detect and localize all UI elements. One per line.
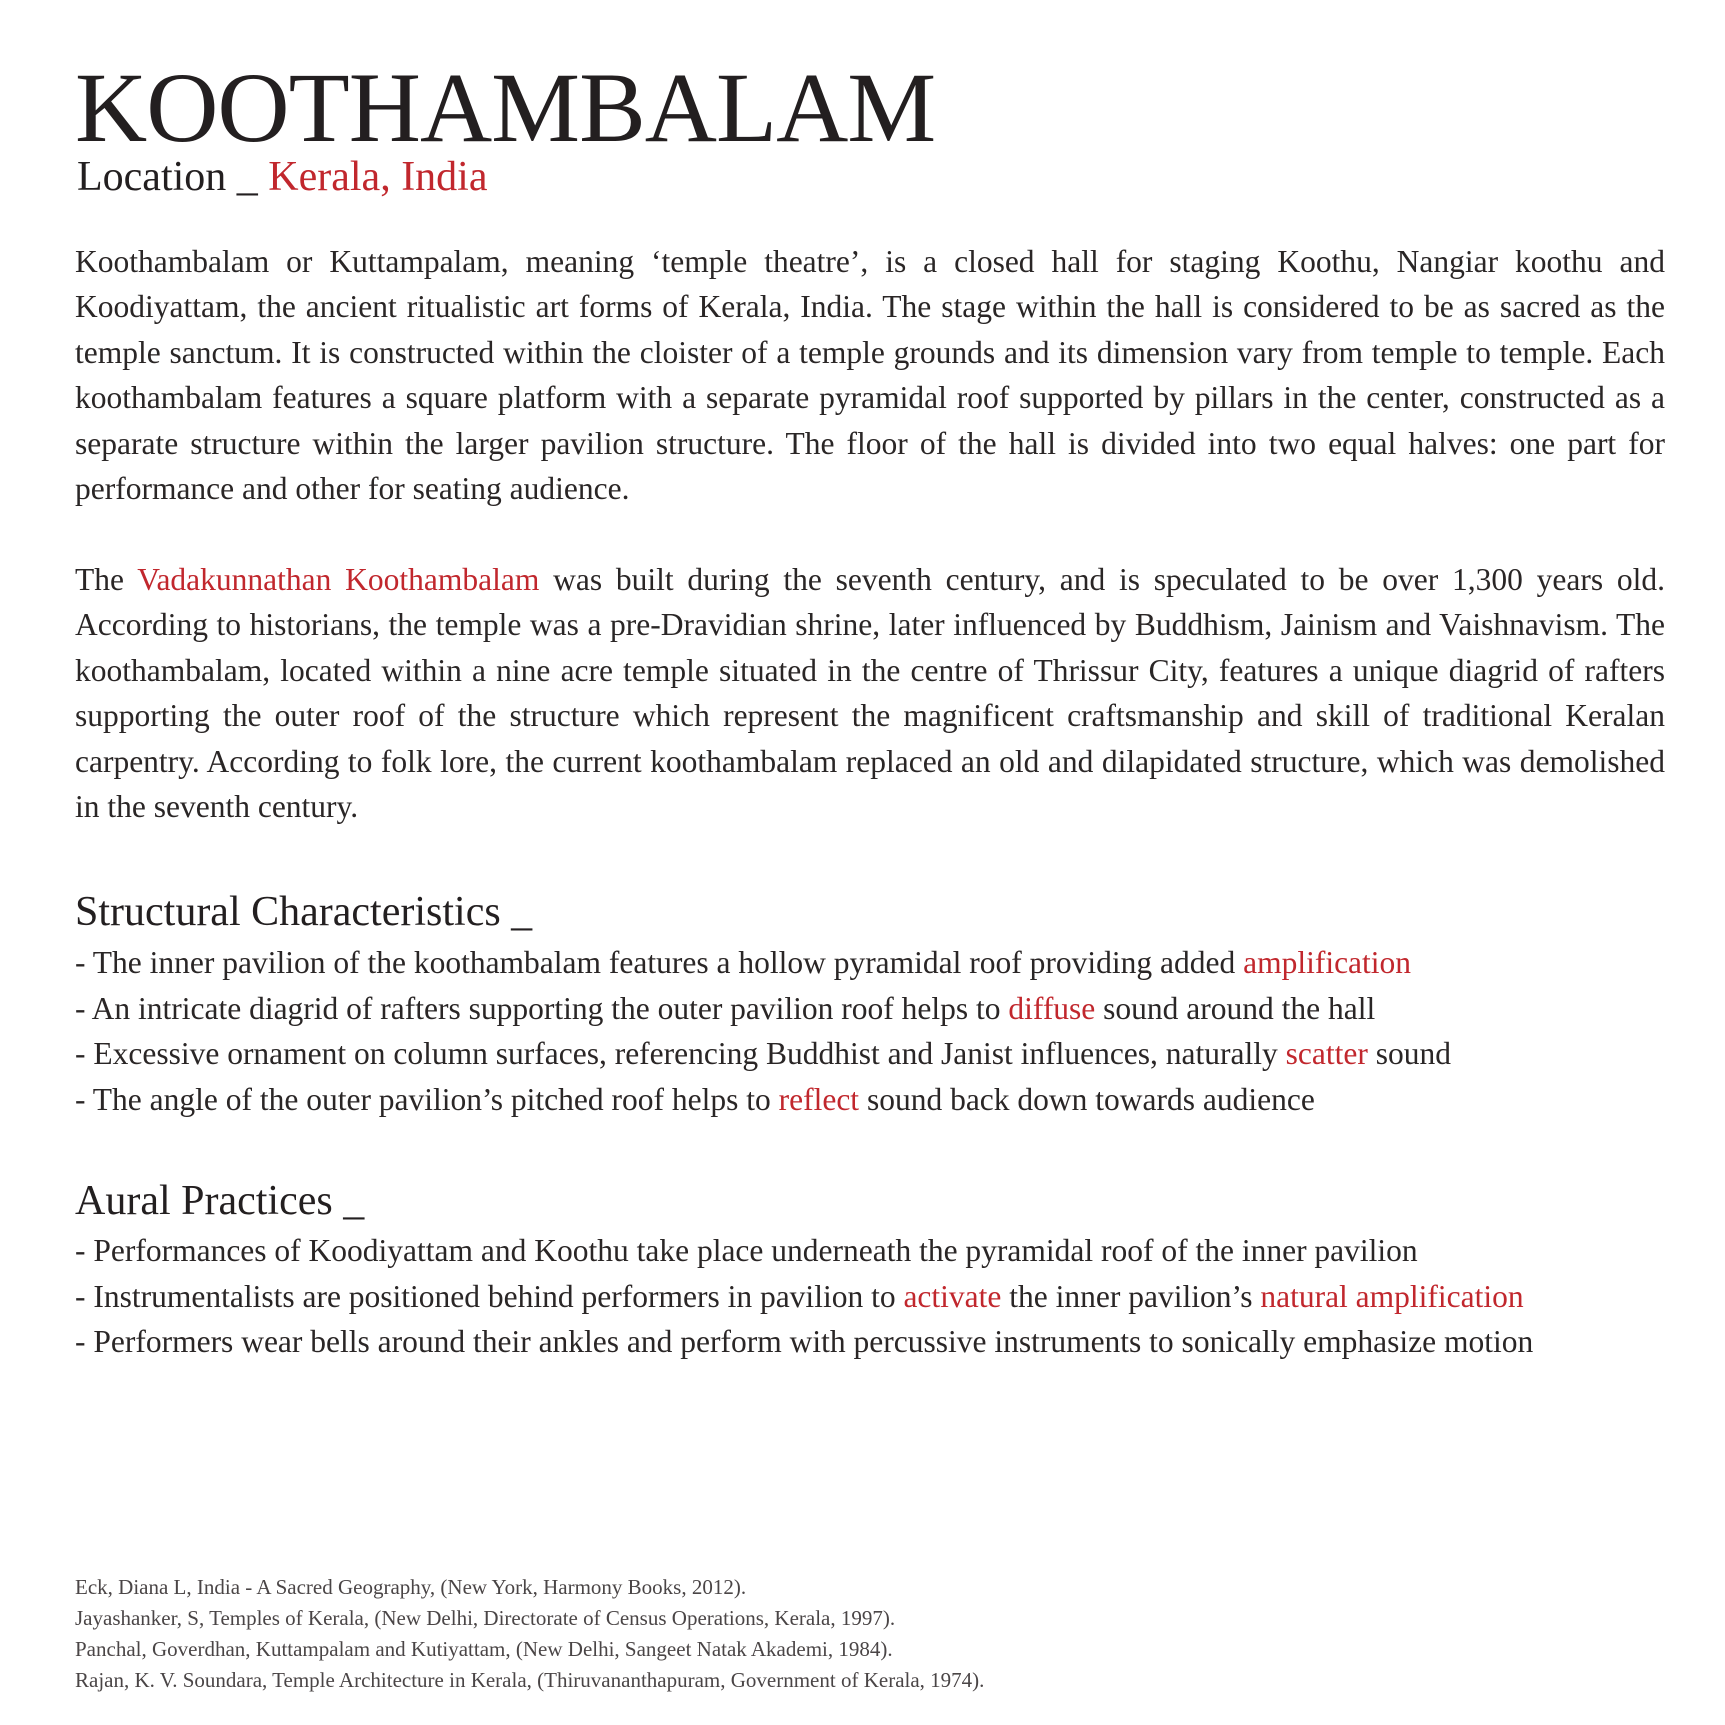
- item-text: - Performers wear bells around their ankles and perform with percussive instruments to sonically emphasize motion: [75, 1324, 1534, 1359]
- item-highlight-2: natural amplification: [1260, 1278, 1524, 1314]
- history-paragraph: [75, 557, 1665, 829]
- structural-heading: Structural Characteristics _: [75, 889, 533, 935]
- list-item: [75, 940, 1451, 986]
- list-item: [75, 1228, 1533, 1274]
- history-lead: The: [75, 562, 138, 597]
- item-highlight: amplification: [1243, 945, 1412, 980]
- list-item: [75, 1319, 1533, 1365]
- item-highlight: diffuse: [1008, 990, 1096, 1026]
- reference-item: Rajan, K. V. Soundara, Temple Architecture in Kerala, (Thiruvananthapuram, Government of Kerala, 1974).: [75, 1668, 985, 1692]
- location-label: Location _: [77, 154, 269, 200]
- history-highlight: Vadakunnathan Koothambalam: [137, 562, 540, 597]
- page-title: KOOTHAMBALAM: [75, 52, 936, 163]
- location-line: [77, 156, 488, 198]
- intro-paragraph: Koothambalam or Kuttampalam, meaning ‘temple theatre’, is a closed hall for staging Koothu, Nangiar koothu and Koodiyattam, the ancient ritualistic art forms of Kerala, India. The stage within the hall is considered to be as sacred as the temple sanctum. It is constructed within the cloister of a temple grounds and its dimension vary from temple to temple. Each koothambalam features a square platform with a separate pyramidal roof supported by pillars in the center, constructed as a separate structure within the larger pavilion structure. The floor of the hall is divided into two equal halves: one part for performance and other for seating audience.: [75, 244, 1665, 507]
- history-rest: was built during the seventh century, and is speculated to be over 1,300 years old. According to historians, the temple was a pre-Dravidian shrine, later influenced by Buddhism, Jainism and Vaishnavism. The koothambalam, located within a nine acre temple situated in the centre of Thrissur City, features a unique diagrid of rafters supporting the outer roof of the structure which represent the magnificent craftsmanship and skill of traditional Keralan carpentry. According to folk lore, the current koothambalam replaced an old and dilapidated structure, which was demolished in the seventh century.: [75, 562, 1665, 825]
- item-highlight: activate: [903, 1278, 1002, 1314]
- item-text-after: sound around the hall: [1095, 990, 1376, 1026]
- location-value: Kerala, India: [268, 154, 488, 200]
- aural-list: [75, 1228, 1533, 1365]
- references-list: [75, 1572, 984, 1696]
- reference-item: Panchal, Goverdhan, Kuttampalam and Kutiyattam, (New Delhi, Sangeet Natak Akademi, 1984).: [75, 1637, 893, 1661]
- document-page: [75, 0, 1665, 1725]
- list-item: [75, 986, 1451, 1032]
- list-item: [75, 1274, 1533, 1320]
- aural-heading: Aural Practices _: [75, 1178, 365, 1224]
- item-text-middle: the inner pavilion’s: [1001, 1278, 1261, 1314]
- item-text: - Instrumentalists are positioned behind performers in pavilion to: [75, 1278, 904, 1314]
- structural-list: [75, 940, 1451, 1122]
- reference-item: Eck, Diana L, India - A Sacred Geography, (New York, Harmony Books, 2012).: [75, 1575, 747, 1599]
- reference-item: Jayashanker, S, Temples of Kerala, (New Delhi, Directorate of Census Operations, Kerala, 1997).: [75, 1606, 896, 1630]
- item-text-after: sound: [1367, 1036, 1451, 1071]
- item-text: - The angle of the outer pavilion’s pitched roof helps to: [75, 1081, 779, 1117]
- item-text: - Excessive ornament on column surfaces, referencing Buddhist and Janist influences, naturally: [75, 1036, 1286, 1071]
- item-highlight: scatter: [1285, 1036, 1368, 1071]
- item-text: - The inner pavilion of the koothambalam features a hollow pyramidal roof providing added: [75, 945, 1244, 980]
- item-text: - Performances of Koodiyattam and Koothu take place underneath the pyramidal roof of the inner pavilion: [75, 1233, 1418, 1268]
- list-item: [75, 1077, 1451, 1123]
- item-highlight: reflect: [778, 1081, 860, 1117]
- item-text-after: sound back down towards audience: [859, 1081, 1315, 1117]
- list-item: [75, 1031, 1451, 1077]
- item-text: - An intricate diagrid of rafters supporting the outer pavilion roof helps to: [75, 990, 1009, 1026]
